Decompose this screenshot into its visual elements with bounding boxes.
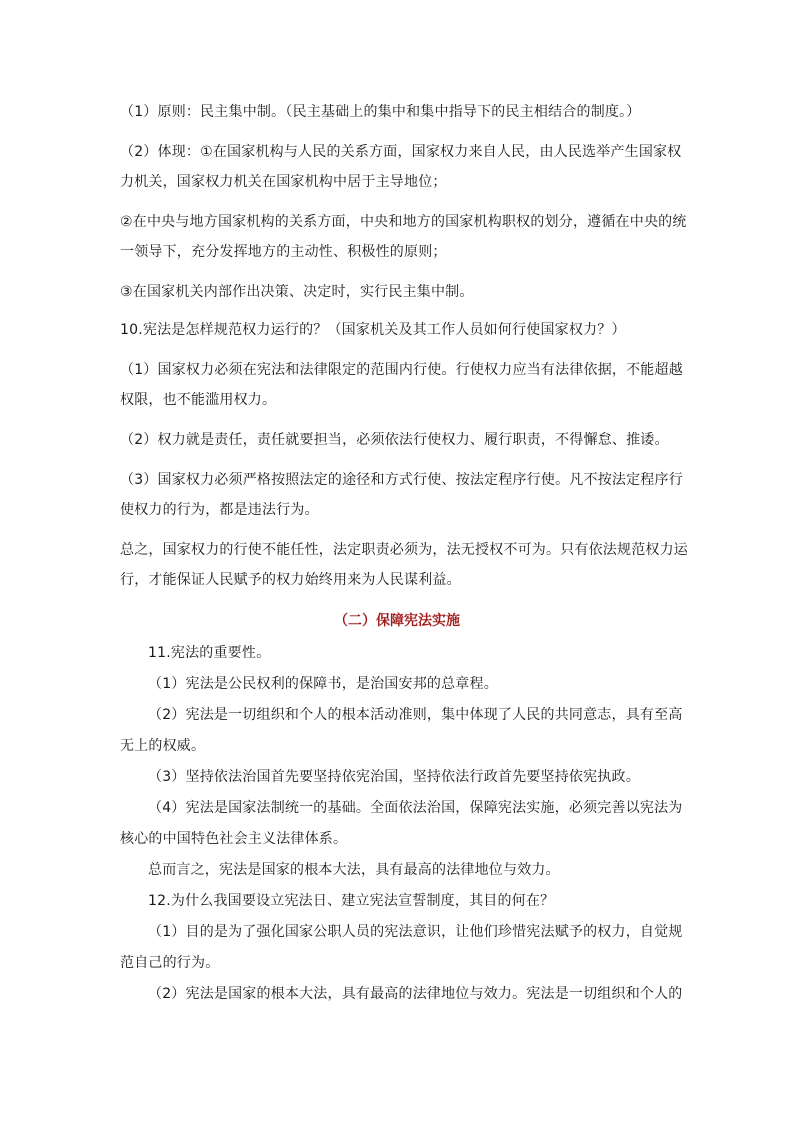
- text-line: （1）国家权力必须在宪法和法律限定的范围内行使。行使权力应当有法律依据，不能超越: [120, 362, 683, 378]
- question-line: 11.宪法的重要性。: [148, 645, 271, 661]
- text-line: （2）体现：①在国家机构与人民的关系方面，国家权力来自人民，由人民选举产生国家权: [120, 144, 682, 160]
- question-line: 10.宪法是怎样规范权力运行的？（国家机关及其工作人员如何行使国家权力？）: [120, 322, 626, 338]
- question-line: 12.为什么我国要设立宪法日、建立宪法宣誓制度，其目的何在？: [148, 893, 555, 909]
- text-line: ②在中央与地方国家机构的关系方面，中央和地方的国家机构职权的划分，遵循在中央的统: [120, 214, 687, 230]
- text-line: （4）宪法是国家法制统一的基础。全面依法治国，保障宪法实施，必须完善以宪法为: [148, 800, 683, 816]
- text-line: 权限，也不能滥用权力。: [120, 392, 277, 408]
- text-line: 总而言之，宪法是国家的根本大法，具有最高的法律地位与效力。: [148, 862, 560, 878]
- text-line: （3）坚持依法治国首先要坚持依宪治国，坚持依法行政首先要坚持依宪执政。: [148, 769, 640, 785]
- text-line: 行，才能保证人民赋予的权力始终用来为人民谋利益。: [120, 572, 461, 588]
- text-line: 范自己的行为。: [120, 955, 220, 971]
- text-line: （1）宪法是公民权利的保障书，是治国安邦的总章程。: [148, 676, 498, 692]
- text-line: （1）目的是为了强化国家公职人员的宪法意识，让他们珍惜宪法赋予的权力，自觉规: [148, 924, 683, 940]
- text-line: 一领导下，充分发挥地方的主动性、积极性的原则；: [120, 244, 447, 260]
- text-line: （1）原则：民主集中制。（民主基础上的集中和集中指导下的民主相结合的制度。）: [120, 104, 641, 120]
- text-line: ③在国家机关内部作出决策、决定时，实行民主集中制。: [120, 284, 474, 300]
- text-line: （3）国家权力必须严格按照法定的途径和方式行使、按法定程序行使。凡不按法定程序行: [120, 472, 683, 488]
- text-line: 力机关，国家权力机关在国家机构中居于主导地位；: [120, 174, 447, 190]
- text-line: 核心的中国特色社会主义法律体系。: [120, 831, 348, 847]
- text-line: （2）权力就是责任，责任就要担当，必须依法行使权力、履行职责，不得懈怠、推诿。: [120, 432, 669, 448]
- section-heading: （二）保障宪法实施: [334, 613, 460, 629]
- text-line: 总之，国家权力的行使不能任性，法定职责必须为，法无授权不可为。只有依法规范权力运: [120, 542, 688, 558]
- text-line: （2）宪法是国家的根本大法，具有最高的法律地位与效力。宪法是一切组织和个人的: [148, 986, 683, 1002]
- text-line: 无上的权威。: [120, 738, 206, 754]
- text-line: （2）宪法是一切组织和个人的根本活动准则，集中体现了人民的共同意志，具有至高: [148, 707, 683, 723]
- text-line: 使权力的行为，都是违法行为。: [120, 502, 319, 518]
